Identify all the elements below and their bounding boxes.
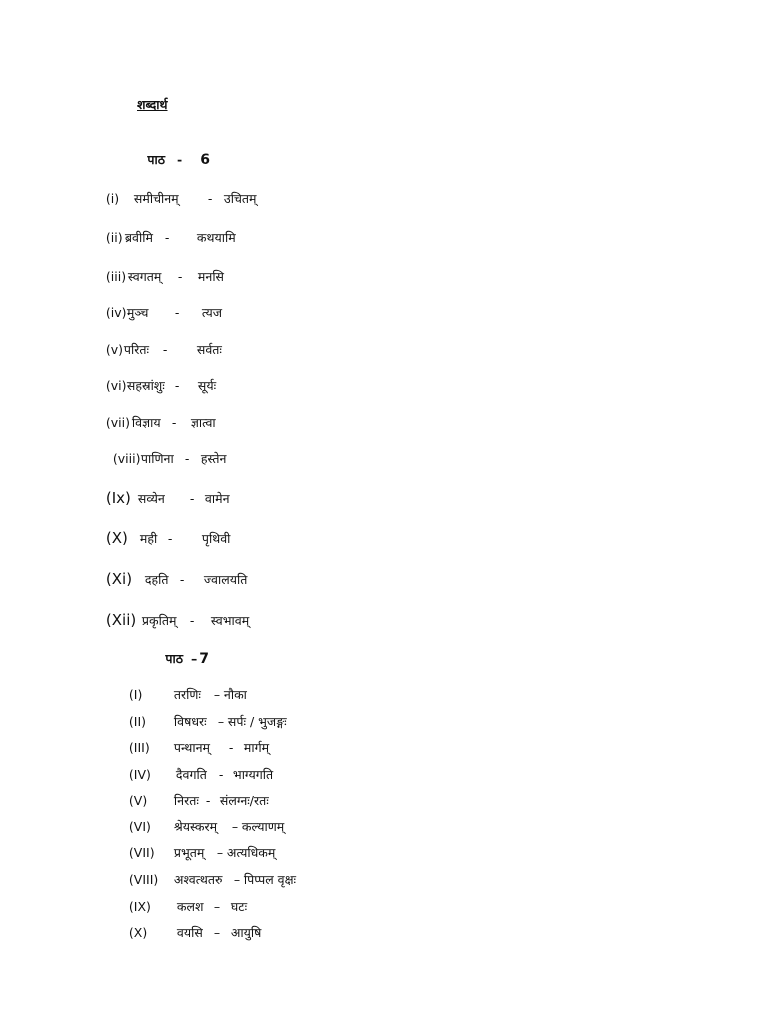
item-separator: - — [174, 305, 180, 320]
item-separator: - — [189, 613, 195, 628]
item-separator: - — [177, 269, 183, 284]
item-meaning: कथयामि — [196, 230, 236, 245]
item-meaning: मनसि — [197, 269, 225, 284]
item-meaning: आयुषि — [230, 925, 262, 940]
item-separator: – — [216, 845, 224, 860]
item-word: विज्ञाय — [131, 415, 161, 430]
item-word: वयसि — [176, 925, 203, 940]
item-word: समीचीनम् — [133, 191, 179, 206]
item-word: दैवगति — [175, 767, 207, 782]
item-number: (Ix) — [105, 489, 131, 507]
item-meaning: घटः — [230, 899, 248, 914]
item-separator: – — [233, 872, 241, 887]
lesson-number: 6 — [200, 152, 210, 168]
item-number: (VIII) — [128, 872, 159, 887]
item-word: तरणिः — [173, 687, 201, 702]
item-meaning: पृथिवी — [201, 531, 231, 546]
item-meaning: सर्वतः — [196, 342, 222, 357]
lesson-dash: - — [177, 152, 183, 167]
item-number: (iv) — [105, 305, 127, 320]
item-meaning: उचितम् — [223, 191, 257, 206]
item-separator: – — [231, 819, 239, 834]
item-number: (V) — [128, 793, 148, 808]
item-separator: - — [167, 531, 173, 546]
item-meaning: नौका — [223, 687, 247, 702]
item-meaning: कल्याणम् — [241, 819, 285, 834]
item-separator: - — [162, 342, 168, 357]
item-separator: – — [213, 687, 221, 702]
item-separator: - — [164, 230, 170, 245]
item-number: (VII) — [128, 845, 155, 860]
item-number: (IX) — [128, 899, 151, 914]
item-number: (vi) — [105, 378, 127, 393]
item-word: ब्रवीमि — [124, 230, 153, 245]
item-word: प्रकृतिम् — [141, 613, 177, 628]
item-word: पन्थानम् — [173, 740, 210, 755]
item-number: (IV) — [128, 767, 151, 782]
item-meaning: भाग्यगति — [232, 767, 274, 782]
item-meaning: स्वभावम् — [210, 613, 250, 628]
item-word: मही — [139, 531, 158, 546]
item-separator: – — [217, 714, 225, 729]
item-meaning: मार्गम् — [243, 740, 270, 755]
item-separator: - — [205, 793, 211, 808]
item-word: निरतः — [173, 793, 199, 808]
item-meaning: पिप्पल वृक्षः — [243, 872, 297, 887]
item-number: (VI) — [128, 819, 151, 834]
item-separator: - — [179, 572, 185, 587]
item-number: (Xii) — [105, 611, 137, 629]
item-word: मुञ्च — [126, 305, 149, 320]
item-number: (II) — [128, 714, 147, 729]
item-meaning: हस्तेन — [200, 451, 227, 466]
lesson-label: पाठ — [147, 152, 166, 167]
item-number: (v) — [105, 342, 124, 357]
item-word: विषधरः — [173, 714, 207, 729]
item-meaning: सूर्यः — [197, 378, 217, 393]
page-title: शब्दार्थ — [137, 97, 168, 112]
lesson-label: पाठ — [165, 651, 184, 666]
item-word: अश्वत्थतरु — [173, 872, 223, 887]
item-meaning: त्यज — [201, 305, 223, 320]
item-number: (iii) — [105, 269, 127, 284]
item-number: (X) — [128, 925, 148, 940]
item-separator: - — [207, 191, 213, 206]
item-number: (vii) — [105, 415, 131, 430]
lesson-number: 7 — [199, 651, 210, 667]
item-number: (X) — [105, 529, 128, 547]
item-separator: – — [213, 899, 221, 914]
item-separator: - — [189, 491, 195, 506]
item-meaning: अत्यधिकम् — [226, 845, 276, 860]
lesson-dash: – — [191, 651, 198, 666]
item-word: सव्येन — [137, 491, 165, 506]
item-meaning: सर्पः / भुजङ्गः — [227, 714, 287, 729]
item-separator: – — [213, 925, 221, 940]
item-word: दहति — [144, 572, 169, 587]
item-number: (viii) — [112, 451, 141, 466]
item-number: (Xi) — [105, 570, 133, 588]
item-separator: - — [184, 451, 190, 466]
item-meaning: संलग्नः/रतः — [219, 793, 269, 808]
list-item — [113, 909, 261, 957]
item-meaning: ज्ञात्वा — [190, 415, 216, 430]
item-number: (ii) — [105, 230, 123, 245]
item-separator: - — [171, 415, 177, 430]
item-word: स्वगतम् — [127, 269, 162, 284]
item-word: पाणिना — [140, 451, 174, 466]
item-meaning: ज्वालयति — [203, 572, 248, 587]
item-number: (i) — [105, 191, 120, 206]
item-separator: - — [218, 767, 224, 782]
item-word: प्रभूतम् — [173, 845, 205, 860]
item-number: (III) — [128, 740, 150, 755]
item-separator: - — [228, 740, 234, 755]
item-meaning: वामेन — [204, 491, 230, 506]
item-word: कलश — [176, 899, 204, 914]
item-number: (I) — [128, 687, 143, 702]
item-word: परितः — [123, 342, 150, 357]
item-separator: - — [174, 378, 180, 393]
item-word: सहस्रांशुः — [126, 378, 165, 393]
item-word: श्रेयस्करम् — [173, 819, 218, 834]
